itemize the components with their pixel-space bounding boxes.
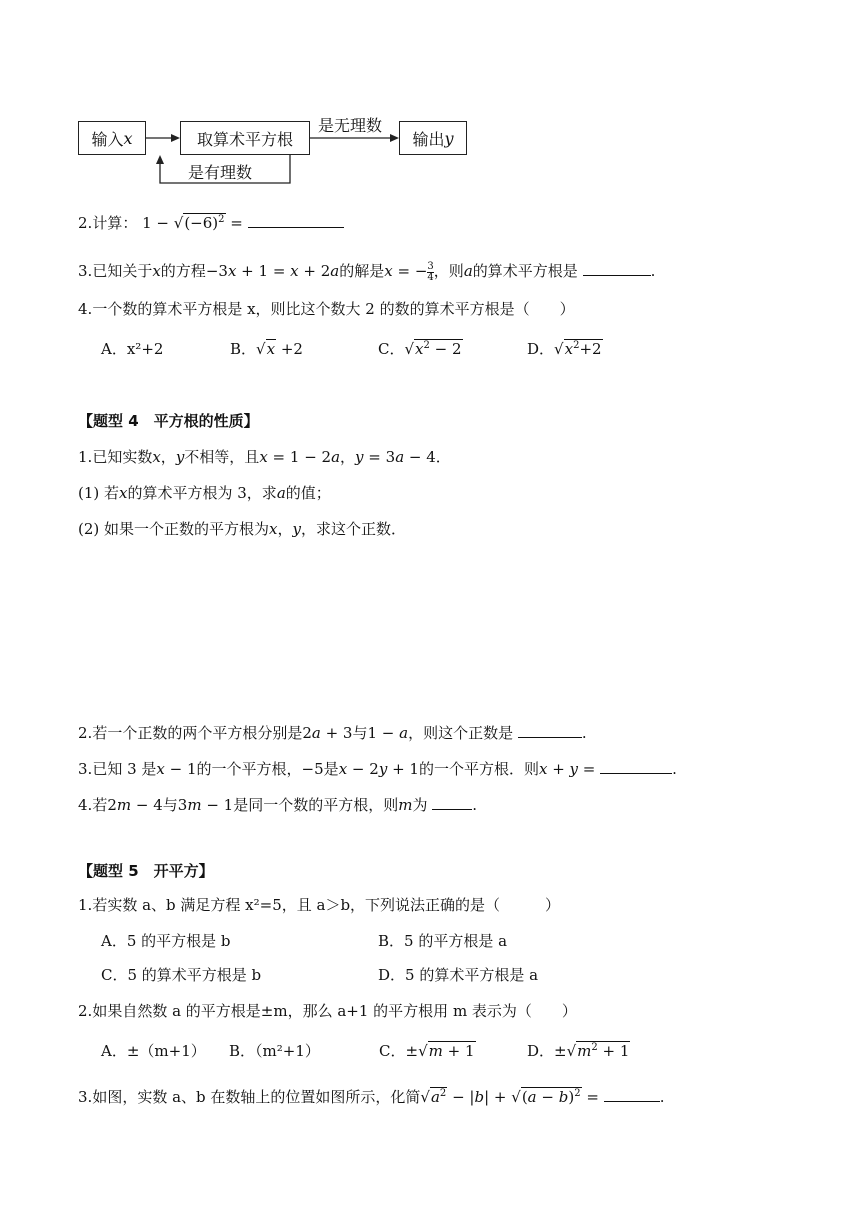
answer-blank[interactable]: [518, 723, 582, 738]
section4-heading: 【题型 4 平方根的性质】: [78, 412, 259, 430]
option-a[interactable]: A．5 的平方根是 b: [101, 932, 231, 950]
option-c[interactable]: C．$√x^2 - 2$: [378, 340, 462, 358]
flow-input-var: x: [123, 128, 133, 148]
question-s5-2-options: [101, 1040, 630, 1061]
question-s3-4-options: [101, 338, 603, 359]
question-s3-3: 3.已知关于x的方程−3x + 1 = x + 2a的解是x = − $\frac{3}{4}$ ，则a的算术平方根是 .: [78, 260, 656, 283]
flow-process-label: 取算术平方根: [196, 129, 293, 149]
option-b[interactable]: B．√x +2: [230, 340, 303, 358]
option-c[interactable]: C．±√m + 1: [379, 1042, 475, 1060]
flow-arrows: [0, 0, 860, 200]
option-a[interactable]: A．x²+2: [101, 340, 164, 358]
question-s4-1-part1: (1) 若x的算术平方根为 3，求a的值；: [78, 484, 331, 502]
question-s4-1-part2: (2) 如果一个正数的平方根为x，y，求这个正数．: [78, 520, 407, 538]
question-s4-1: 1.已知实数x，y不相等，且x = 1 − 2a，y = 3a − 4．: [78, 448, 451, 466]
flow-input-label: 输入: [91, 129, 124, 149]
question-s3-4: 4.一个数的算术平方根是 x，则比这个数大 2 的数的算术平方根是（ ）: [78, 300, 575, 318]
question-s4-2: 2.若一个正数的两个平方根分别是2a + 3与1 − a，则这个正数是 .: [78, 724, 587, 742]
question-s3-2: 2.计算： $1 - √(-6)^2$ =: [78, 212, 344, 233]
flow-irrational-label: 是无理数: [318, 116, 383, 135]
answer-blank[interactable]: [248, 213, 344, 228]
flow-output-var: y: [444, 128, 454, 148]
option-c[interactable]: C．5 的算术平方根是 b: [101, 966, 262, 984]
answer-blank[interactable]: [432, 795, 472, 810]
section5-heading: 【题型 5 开平方】: [78, 862, 214, 880]
flow-output-label: 输出: [412, 129, 445, 149]
option-d[interactable]: D．$\pm√m^2 + 1$: [527, 1042, 630, 1060]
answer-blank[interactable]: [600, 759, 672, 774]
option-d[interactable]: D．5 的算术平方根是 a: [378, 966, 539, 984]
option-b[interactable]: B．（m²+1）: [229, 1042, 320, 1060]
question-s4-3: 3.已知 3 是x − 1的一个平方根，−5是x − 2y + 1的一个平方根．则x + y = .: [78, 760, 677, 778]
question-s4-4: 4.若2m − 4与3m − 1是同一个数的平方根，则m为 .: [78, 796, 478, 814]
answer-blank[interactable]: [583, 261, 651, 276]
option-a[interactable]: A．±（m+1）: [101, 1042, 206, 1060]
option-d[interactable]: D．$√x^2+2$: [527, 340, 602, 358]
option-b[interactable]: B．5 的平方根是 a: [378, 932, 508, 950]
question-s5-3: 3.如图，实数 a、b 在数轴上的位置如图所示，化简$√a^2 - |b| + √(a - b)^2$ = .: [78, 1088, 665, 1106]
answer-blank[interactable]: [604, 1087, 660, 1102]
flow-rational-label: 是有理数: [188, 163, 253, 182]
question-s5-2: 2.如果自然数 a 的平方根是±m，那么 a+1 的平方根用 m 表示为（ ）: [78, 1002, 577, 1020]
question-s5-1: 1.若实数 a、b 满足方程 x²=5，且 a＞b，下列说法正确的是（ ）: [78, 896, 561, 914]
